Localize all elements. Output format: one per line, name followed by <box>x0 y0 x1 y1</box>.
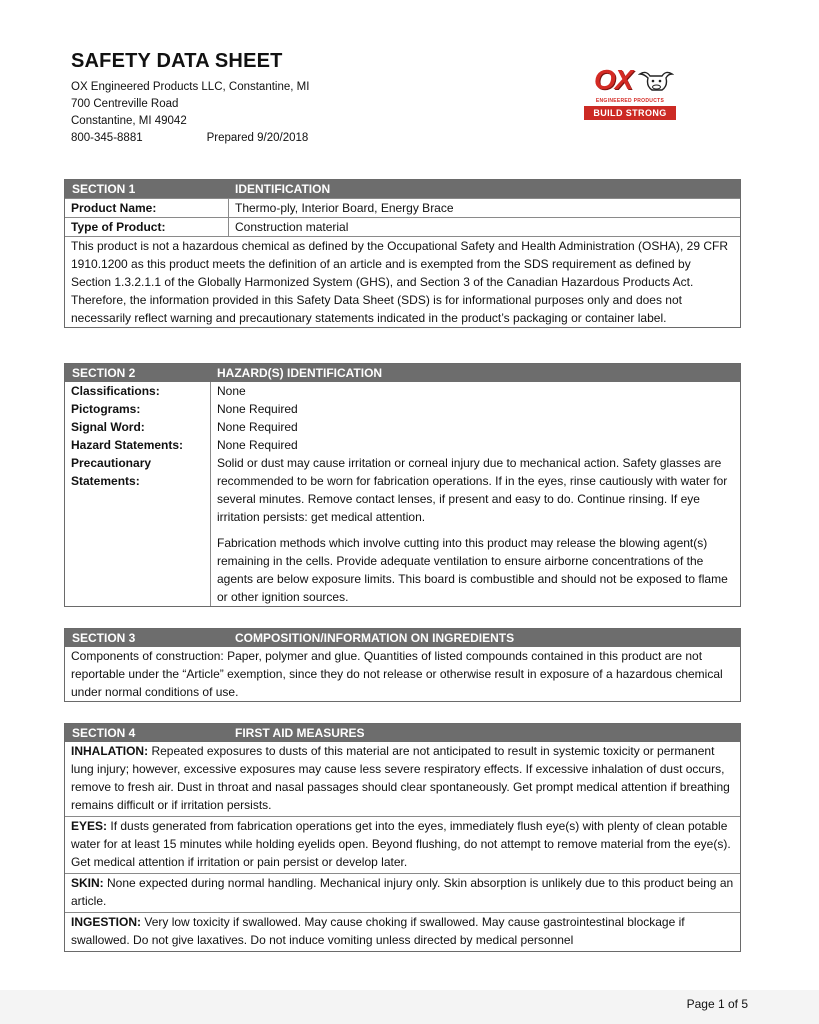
inhalation-block <box>65 742 740 816</box>
product-type-label: Type of Product: <box>65 218 229 236</box>
company-city: Constantine, MI 49042 <box>71 115 187 127</box>
section-title: HAZARD(S) IDENTIFICATION <box>217 366 383 380</box>
inhalation-label: INHALATION: <box>71 744 149 758</box>
section-header <box>65 629 740 647</box>
section-number: SECTION 1 <box>72 182 136 196</box>
section-identification <box>64 179 741 328</box>
section-composition <box>64 628 741 702</box>
logo-subtitle: ENGINEERED PRODUCTS <box>595 98 665 104</box>
skin-text: None expected during normal handling. Mechanical injury only. Skin absorption is unlikely due to this product being an article. <box>71 876 734 908</box>
product-type-value: Construction material <box>235 220 349 234</box>
bull-head-icon <box>638 68 674 94</box>
ingestion-label: INGESTION: <box>71 915 142 929</box>
document-title: SAFETY DATA SHEET <box>71 50 283 72</box>
product-name-row <box>65 198 740 217</box>
section-number: SECTION 3 <box>72 631 136 645</box>
eyes-block <box>65 816 740 873</box>
product-name-label: Product Name: <box>65 199 229 217</box>
section-header <box>65 724 740 742</box>
pictograms-label: Pictograms: <box>71 402 141 416</box>
page-number: Page 1 of 5 <box>686 997 748 1011</box>
hazard-table <box>65 382 740 606</box>
precautionary-text-2: Fabrication methods which involve cutting into this product may release the blowing agent(s) remaining in the cells. Provide adequate ventilation to ensure airborne concentrations of the agents are below exposure limits. This board is combustible and should not be exposed to flame or other ignition sources. <box>217 536 728 604</box>
product-name-value: Thermo-ply, Interior Board, Energy Brace <box>235 201 454 215</box>
section-header <box>65 364 740 382</box>
section-hazard-identification <box>64 363 741 607</box>
eyes-label: EYES: <box>71 819 108 833</box>
section-title: IDENTIFICATION <box>235 182 331 196</box>
section-first-aid <box>64 723 741 952</box>
logo-tagline: BUILD STRONG <box>584 106 676 120</box>
section-number: SECTION 4 <box>72 726 136 740</box>
prepared-date: Prepared 9/20/2018 <box>206 132 309 144</box>
signal-word-label: Signal Word: <box>71 420 145 434</box>
identification-note: This product is not a hazardous chemical as defined by the Occupational Safety and Health Administration (OSHA), 29 CFR 1910.1200 as this product meets the definition of an article and is exempted from the SDS requirement as defined by Section 1.3.2.1.1 of the Globally Harmonized System (GHS), and Section 3 of the Canadian Hazardous Products Act. Therefore, the information provided in this Safety Data Sheet (SDS) is for informational purposes only and does not necessarily reflect warning and precautionary statements indicated in the product’s packaging or container label. <box>65 236 740 327</box>
ingestion-block <box>65 912 740 951</box>
section-title: COMPOSITION/INFORMATION ON INGREDIENTS <box>235 631 515 645</box>
classifications-value: None <box>217 384 246 398</box>
ingestion-text: Very low toxicity if swallowed. May cause choking if swallowed. May cause gastrointestinal blockage if swallowed. Do not give laxatives. Do not induce vomiting unless directed by medical personnel <box>71 915 685 947</box>
section-header <box>65 180 740 198</box>
section-title: FIRST AID MEASURES <box>235 726 365 740</box>
eyes-text: If dusts generated from fabrication operations get into the eyes, immediately flush eye(s) with plenty of clean potable water for at least 15 minutes while holding eyelids open. Beyond flushing, do not attempt to remove material from the eye(s). Get medical attention if irritation or pain persist or develop later. <box>71 819 731 869</box>
precautionary-text-1: Solid or dust may cause irritation or corneal injury due to mechanical action. Safety glasses are recommended to be worn for fabrication operations. If in the eyes, rinse cautiously with water for several minutes. Remove contact lenses, if present and easy to do. Continue rinsing. If eye irritation persists: get medical attention. <box>217 456 728 524</box>
section-number: SECTION 2 <box>72 366 136 380</box>
skin-block <box>65 873 740 912</box>
composition-text: Components of construction: Paper, polymer and glue. Quantities of listed compounds contained in this product are not reportable under the “Article” exemption, since they do not release or otherwise result in exposure of a hazardous chemical under normal conditions of use. <box>71 649 723 699</box>
company-street: 700 Centreville Road <box>71 98 179 110</box>
hazard-statements-value: None Required <box>217 438 298 452</box>
logo-brand: OX <box>594 64 633 95</box>
classifications-label: Classifications: <box>71 384 160 398</box>
pictograms-value: None Required <box>217 402 298 416</box>
hazard-statements-label: Hazard Statements: <box>71 438 184 452</box>
precautionary-label: Precautionary Statements: <box>71 456 152 488</box>
inhalation-text: Repeated exposures to dusts of this material are not anticipated to result in systemic toxicity or permanent lung injury; however, excessive exposures may cause less severe respiratory effects. If excessive inhalation of dust occurs, remove to fresh air. Dust in throat and nasal passages should clear spontaneously. Get prompt medical attention if breathing remains difficult or if irritation persists. <box>71 744 730 812</box>
product-type-row <box>65 217 740 236</box>
signal-word-value: None Required <box>217 420 298 434</box>
company-name: OX Engineered Products LLC, Constantine, MI <box>71 81 310 93</box>
company-phone: 800-345-8881 <box>71 132 143 144</box>
skin-label: SKIN: <box>71 876 104 890</box>
ox-logo <box>582 64 678 124</box>
document-header <box>71 50 371 147</box>
